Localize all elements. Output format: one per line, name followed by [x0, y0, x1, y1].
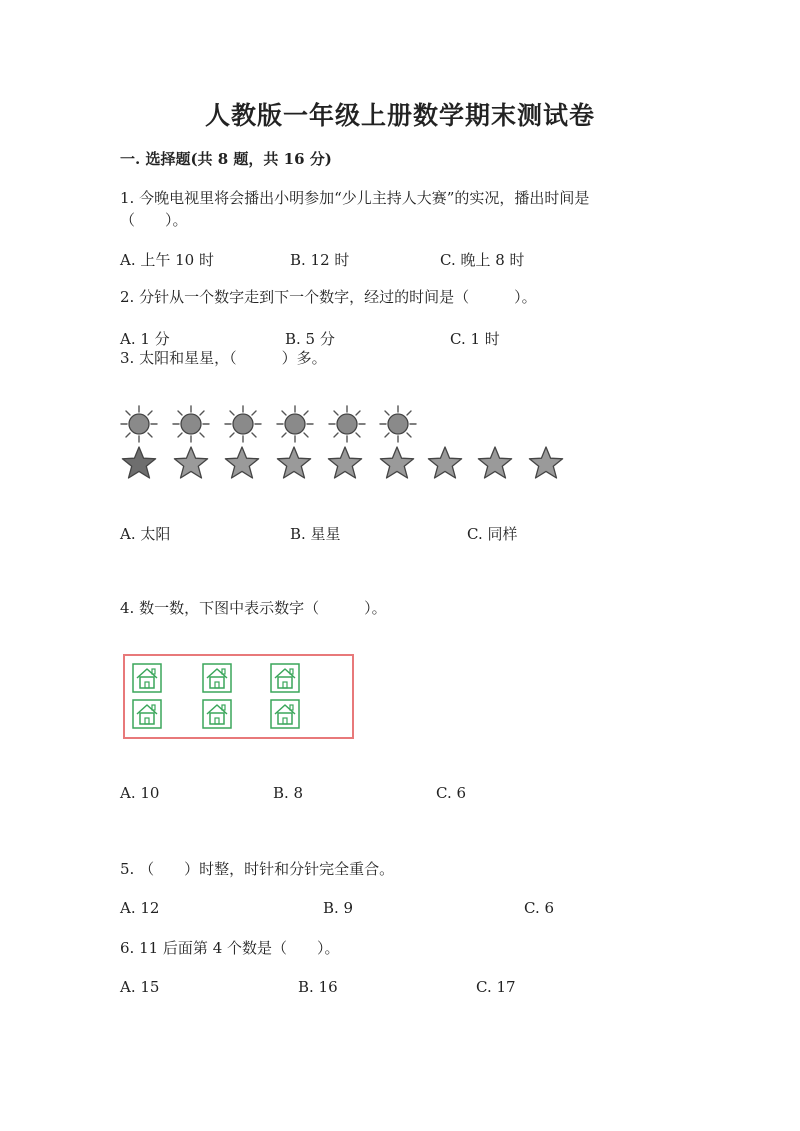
q1-option-c: C. 晚上 8 时 [440, 251, 525, 269]
sun-icon [275, 404, 315, 448]
house-icon [270, 699, 300, 729]
star-icon [172, 445, 210, 485]
q3-option-c: C. 同样 [467, 525, 518, 543]
star-icon [223, 445, 261, 485]
star-icon [527, 445, 565, 485]
q3-option-a: A. 太阳 [120, 525, 171, 543]
q4-option-a: A. 10 [120, 784, 160, 802]
q6-option-b: B. 16 [298, 978, 338, 996]
question-1-text-line2: （ ）。 [120, 211, 188, 229]
question-2-text: 2. 分针从一个数字走到下一个数字，经过的时间是（ ）。 [120, 288, 537, 306]
q6-option-a: A. 15 [120, 978, 160, 996]
question-5-text: 5. （ ）时整，时针和分针完全重合。 [120, 860, 395, 878]
house-icon [270, 663, 300, 693]
q2-option-a: A. 1 分 [120, 330, 170, 348]
q1-option-b: B. 12 时 [290, 251, 350, 269]
sun-icon [327, 404, 367, 448]
house-icon [132, 699, 162, 729]
star-icon [275, 445, 313, 485]
star-icon [426, 445, 464, 485]
question-3-text: 3. 太阳和星星，（ ）多。 [120, 349, 327, 367]
q5-option-a: A. 12 [120, 899, 160, 917]
sun-icon [119, 404, 159, 448]
q2-option-c: C. 1 时 [450, 330, 500, 348]
q4-option-c: C. 6 [436, 784, 467, 802]
q5-option-b: B. 9 [323, 899, 354, 917]
page-title: 人教版一年级上册数学期末测试卷 [204, 101, 595, 130]
q3-option-b: B. 星星 [290, 525, 341, 543]
question-1-text: 1. 今晚电视里将会播出小明参加“少儿主持人大赛”的实况，播出时间是 [120, 189, 590, 207]
house-icon [202, 663, 232, 693]
sun-icon [171, 404, 211, 448]
question-4-text: 4. 数一数，下图中表示数字（ ）。 [120, 599, 387, 617]
q4-option-b: B. 8 [273, 784, 304, 802]
sun-icon [378, 404, 418, 448]
house-icon [132, 663, 162, 693]
question-6-text: 6. 11 后面第 4 个数是（ ）。 [120, 939, 340, 957]
house-figure-box [123, 654, 354, 739]
question-1 [120, 187, 589, 231]
q2-option-b: B. 5 分 [285, 330, 335, 348]
q6-option-c: C. 17 [476, 978, 516, 996]
house-icon [202, 699, 232, 729]
sun-icon [223, 404, 263, 448]
q5-option-c: C. 6 [524, 899, 555, 917]
star-icon [120, 445, 158, 485]
star-icon [378, 445, 416, 485]
star-icon [326, 445, 364, 485]
star-icon [476, 445, 514, 485]
q1-option-a: A. 上午 10 时 [120, 251, 214, 269]
section-heading: 一. 选择题(共 8 题，共 16 分) [120, 150, 332, 168]
